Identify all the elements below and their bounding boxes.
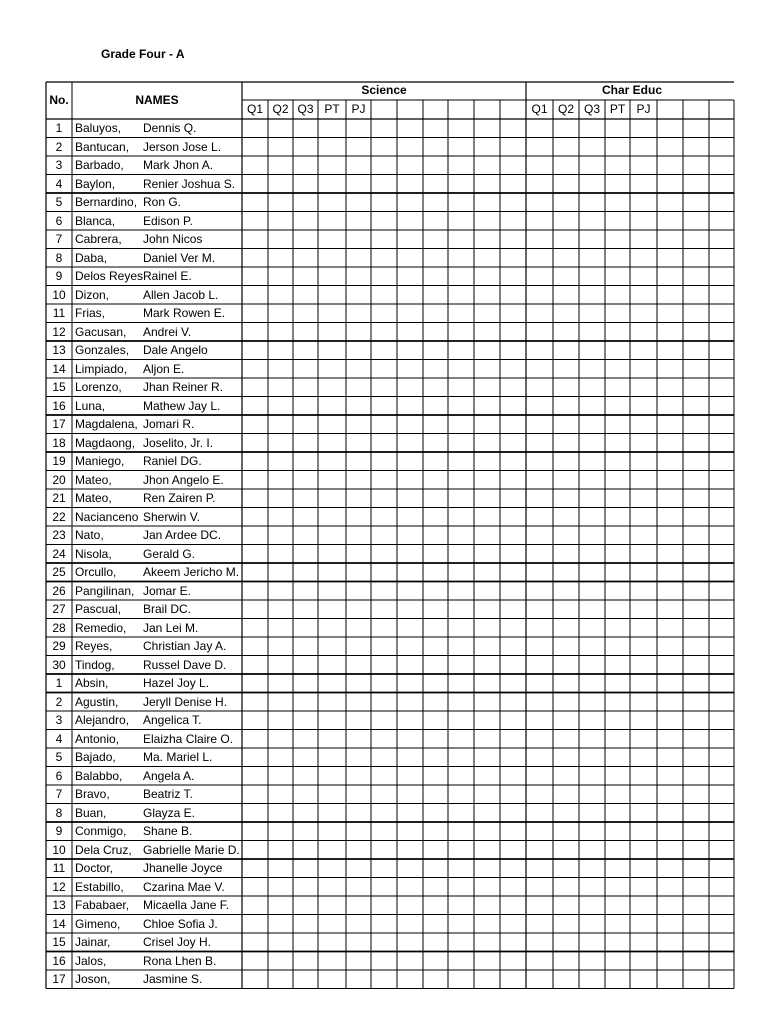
student-first-name: Rona Lhen B. <box>143 953 217 968</box>
student-last-name: Gimeno, <box>75 916 121 931</box>
student-last-name: Blanca, <box>75 213 116 228</box>
student-first-name: Ma. Mariel L. <box>143 750 213 764</box>
student-number: 27 <box>52 602 66 616</box>
student-number: 7 <box>55 787 63 801</box>
student-last-name: Pascual, <box>75 602 122 616</box>
student-last-name: Limpiado, <box>75 361 128 376</box>
student-last-name: Lorenzo, <box>75 380 122 394</box>
student-first-name: Chloe Sofia J. <box>143 916 218 931</box>
student-first-name: Czarina Mae V. <box>143 879 225 894</box>
student-first-name: Jomar E. <box>143 583 192 598</box>
student-last-name: Alejandro, <box>75 713 130 727</box>
subcolumn-header: Q1 <box>246 102 263 116</box>
student-number: 22 <box>52 509 66 524</box>
student-first-name: John Nicos <box>143 232 203 246</box>
student-number: 25 <box>52 565 66 579</box>
student-last-name: Bravo, <box>75 787 110 801</box>
student-first-name: Micaella Jane F. <box>143 898 230 912</box>
student-last-name: Nato, <box>75 528 104 542</box>
subcolumn-header: Q3 <box>583 102 600 116</box>
student-first-name: Christian Jay A. <box>143 639 227 653</box>
student-number: 11 <box>52 861 66 875</box>
student-last-name: Jalos, <box>75 953 107 968</box>
student-first-name: Gabrielle Marie D. <box>143 842 240 857</box>
student-last-name: Cabrera, <box>75 232 122 246</box>
student-first-name: Jeryll Denise H. <box>143 694 228 709</box>
subcolumn-header: Q2 <box>557 102 574 116</box>
student-number: 9 <box>55 269 63 283</box>
student-first-name: Elaizha Claire O. <box>143 731 234 746</box>
column-header-names: NAMES <box>135 93 179 107</box>
student-first-name: Gerald G. <box>143 546 196 561</box>
student-last-name: Antonio, <box>75 731 120 746</box>
student-first-name: Renier Joshua S. <box>143 176 236 191</box>
student-first-name: Brail DC. <box>143 602 192 616</box>
student-number: 9 <box>55 824 63 838</box>
student-last-name: Fababaer, <box>75 898 130 912</box>
student-last-name: Dela Cruz, <box>75 842 132 857</box>
student-number: 10 <box>52 842 66 857</box>
subcolumn-header: Q2 <box>272 102 289 116</box>
student-number: 17 <box>52 417 66 431</box>
student-number: 14 <box>52 361 66 376</box>
student-number: 15 <box>52 380 66 394</box>
student-number: 16 <box>52 398 66 413</box>
student-number: 8 <box>55 805 63 820</box>
student-number: 10 <box>52 287 66 302</box>
student-first-name: Jerson Jose L. <box>143 139 222 154</box>
student-last-name: Pangilinan, <box>75 583 135 598</box>
student-last-name: Bernardino, <box>75 195 138 209</box>
student-number: 5 <box>55 195 63 209</box>
student-last-name: Doctor, <box>75 861 114 875</box>
student-number: 3 <box>55 158 63 172</box>
student-last-name: Daba, <box>75 250 108 265</box>
student-first-name: Angela A. <box>143 768 195 783</box>
student-first-name: Akeem Jericho M. <box>143 565 240 579</box>
student-first-name: Angelica T. <box>143 713 202 727</box>
student-last-name: Frias, <box>75 306 105 320</box>
student-last-name: Estabillo, <box>75 879 124 894</box>
student-first-name: Jomari R. <box>143 417 195 431</box>
subcolumn-header: PT <box>324 102 340 116</box>
student-number: 4 <box>55 176 63 191</box>
student-last-name: Absin, <box>75 676 109 690</box>
subcolumn-header: Q1 <box>531 102 548 116</box>
student-last-name: Dizon, <box>75 287 110 302</box>
student-first-name: Daniel Ver M. <box>143 250 216 265</box>
student-number: 30 <box>52 657 66 672</box>
student-first-name: Ren Zairen P. <box>143 491 216 505</box>
student-number: 12 <box>52 324 66 339</box>
student-first-name: Jan Ardee DC. <box>143 528 222 542</box>
student-number: 20 <box>52 472 66 487</box>
student-number: 19 <box>52 454 66 468</box>
student-first-name: Joselito, Jr. I. <box>143 435 214 450</box>
student-first-name: Beatriz T. <box>143 787 193 801</box>
subject-header-char-educ: Char Educ <box>601 83 662 97</box>
student-last-name: Bajado, <box>75 750 116 764</box>
student-number: 26 <box>52 583 66 598</box>
student-last-name: Reyes, <box>75 639 113 653</box>
student-last-name: Agustin, <box>75 694 119 709</box>
student-first-name: Hazel Joy L. <box>143 676 210 690</box>
subject-header-science: Science <box>361 83 407 97</box>
student-last-name: Magdalena, <box>75 417 138 431</box>
student-number: 5 <box>55 750 63 764</box>
student-first-name: Mark Jhon A. <box>143 158 214 172</box>
student-number: 24 <box>52 546 66 561</box>
student-number: 23 <box>52 528 66 542</box>
student-last-name: Remedio, <box>75 620 127 635</box>
student-first-name: Russel Dave D. <box>143 657 227 672</box>
student-first-name: Aljon E. <box>143 361 185 376</box>
student-number: 13 <box>52 898 66 912</box>
student-number: 14 <box>52 916 66 931</box>
student-last-name: Bantucan, <box>75 139 130 154</box>
student-number: 29 <box>52 639 66 653</box>
student-last-name: Delos Reyes <box>75 269 143 283</box>
student-number: 15 <box>52 935 66 949</box>
subcolumn-header: PT <box>609 102 626 116</box>
student-number: 4 <box>55 731 63 746</box>
student-first-name: Raniel DG. <box>143 454 202 468</box>
student-last-name: Luna, <box>75 398 106 413</box>
student-number: 8 <box>55 250 63 265</box>
student-first-name: Edison P. <box>143 213 193 228</box>
student-number: 28 <box>52 620 66 635</box>
student-first-name: Jhon Angelo E. <box>143 472 224 487</box>
student-number: 13 <box>52 343 66 357</box>
student-first-name: Glayza E. <box>143 805 196 820</box>
student-first-name: Sherwin V. <box>143 509 200 524</box>
student-first-name: Jasmine S. <box>143 972 203 986</box>
student-number: 17 <box>52 972 66 986</box>
subcolumn-header: PJ <box>351 102 366 116</box>
subcolumn-header: Q3 <box>297 102 314 116</box>
student-last-name: Mateo, <box>75 491 112 505</box>
student-first-name: Shane B. <box>143 824 193 838</box>
student-first-name: Dale Angelo <box>143 343 208 357</box>
student-last-name: Baluyos, <box>75 121 122 135</box>
student-last-name: Baylon, <box>75 176 116 191</box>
student-last-name: Conmigo, <box>75 824 127 838</box>
student-number: 3 <box>55 713 63 727</box>
student-number: 7 <box>55 232 63 246</box>
student-last-name: Joson, <box>75 972 111 986</box>
student-first-name: Dennis Q. <box>143 121 197 135</box>
student-last-name: Nisola, <box>75 546 112 561</box>
page-title: Grade Four - A <box>101 47 185 61</box>
student-number: 1 <box>55 676 63 690</box>
student-last-name: Jainar, <box>75 935 111 949</box>
student-last-name: Magdaong, <box>75 435 136 450</box>
student-number: 11 <box>52 306 66 320</box>
student-first-name: Jhan Reiner R. <box>143 380 224 394</box>
student-last-name: Barbado, <box>75 158 124 172</box>
student-number: 6 <box>55 213 63 228</box>
student-first-name: Andrei V. <box>143 324 192 339</box>
student-last-name: Tindog, <box>75 657 115 672</box>
student-last-name: Gonzales, <box>75 343 130 357</box>
student-first-name: Jhanelle Joyce <box>143 861 223 875</box>
student-number: 2 <box>55 694 63 709</box>
student-last-name: Orcullo, <box>75 565 117 579</box>
student-number: 2 <box>55 139 63 154</box>
student-first-name: Allen Jacob L. <box>143 287 219 302</box>
student-number: 21 <box>52 491 66 505</box>
student-first-name: Ron G. <box>143 195 182 209</box>
student-first-name: Mathew Jay L. <box>143 398 221 413</box>
student-last-name: Balabbo, <box>75 768 123 783</box>
subcolumn-header: PJ <box>636 102 651 116</box>
student-first-name: Mark Rowen E. <box>143 306 226 320</box>
student-last-name: Gacusan, <box>75 324 127 339</box>
student-last-name: Buan, <box>75 805 107 820</box>
student-number: 12 <box>52 879 66 894</box>
student-last-name: Mateo, <box>75 472 112 487</box>
student-number: 16 <box>52 953 66 968</box>
student-first-name: Jan Lei M. <box>143 620 199 635</box>
student-number: 6 <box>55 768 63 783</box>
student-first-name: Crisel Joy H. <box>143 935 212 949</box>
column-header-no: No. <box>49 93 69 107</box>
student-number: 1 <box>55 121 63 135</box>
student-number: 18 <box>52 435 66 450</box>
student-last-name: Maniego, <box>75 454 125 468</box>
student-first-name: Rainel E. <box>143 269 192 283</box>
student-last-name: Nacianceno <box>75 509 139 524</box>
